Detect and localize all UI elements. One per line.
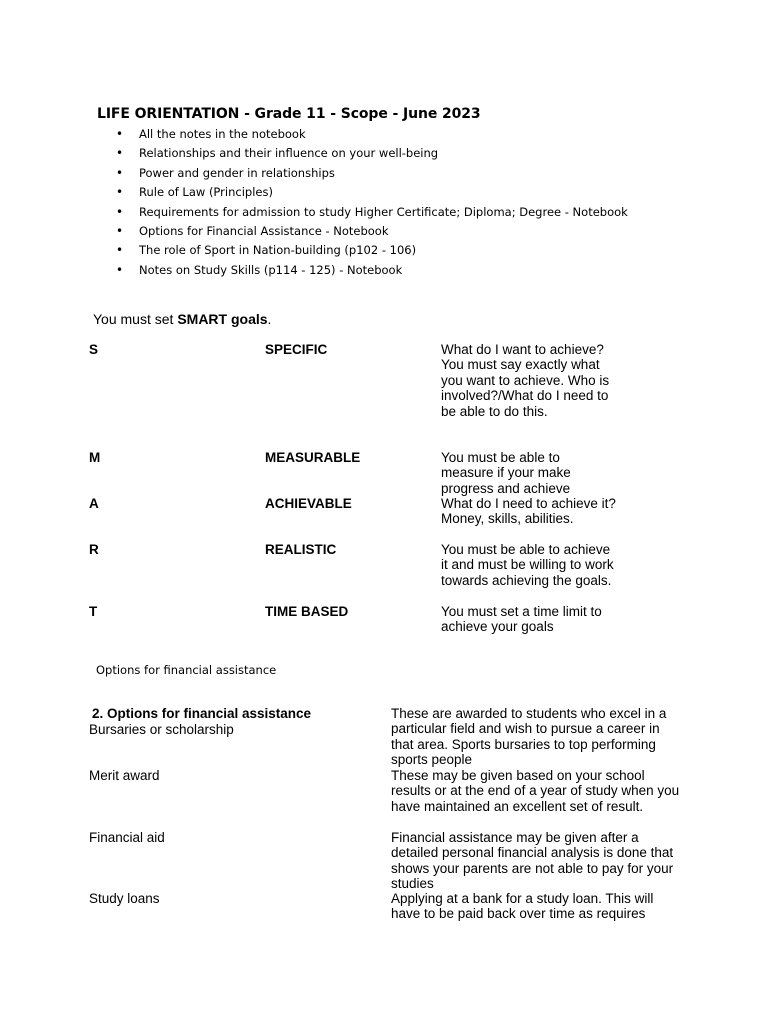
smart-word: MEASURABLE — [265, 450, 361, 465]
financial-option-name: Merit award — [89, 768, 160, 783]
scope-item-text: Options for Financial Assistance - Notebook — [139, 223, 389, 238]
smart-letter: R — [89, 542, 99, 557]
smart-word: ACHIEVABLE — [265, 496, 352, 511]
smart-letter: S — [89, 342, 99, 357]
financial-option-name: Bursaries or scholarship — [89, 722, 234, 737]
scope-item-text: Notes on Study Skills (p114 - 125) - Notebook — [139, 262, 403, 277]
smart-description: What do I want to achieve? You must say exactly what you want to achieve. Who is involved?/What do I need to be able to do this. — [441, 342, 610, 419]
scope-item-text: Rule of Law (Principles) — [139, 185, 273, 200]
financial-option-description: These may be given based on your school results or at the end of a year of study when you have maintained an excellent set of result. — [391, 768, 680, 814]
financial-heading: 2. Options for financial assistance — [92, 706, 312, 721]
bullet-icon: • — [116, 127, 124, 141]
smart-description: You must be able to achieve it and must be willing to work towards achieving the goals. — [441, 542, 614, 588]
bullet-icon: • — [116, 165, 124, 180]
smart-description: You must be able to measure if your make progress and achieve — [441, 450, 571, 496]
smart-description: You must set a time limit to achieve your goals — [441, 604, 602, 635]
smart-letter: M — [89, 450, 101, 465]
smart-intro — [93, 311, 271, 327]
list-item — [116, 204, 628, 223]
smart-intro-suffix: . — [267, 311, 272, 327]
smart-intro-bold: SMART goals — [177, 311, 268, 327]
bullet-icon: • — [116, 262, 124, 277]
scope-item-text: Power and gender in relationships — [139, 165, 335, 180]
financial-option-description: Financial assistance may be given after a detailed personal financial analysis is done that shows your parents are not able to pay for your studies — [391, 830, 674, 891]
scope-item-text: All the notes in the notebook — [139, 127, 306, 141]
list-item — [116, 126, 628, 145]
bullet-icon: • — [116, 204, 124, 219]
list-item — [116, 242, 628, 261]
list-item — [116, 184, 628, 203]
financial-option-name: Financial aid — [89, 830, 165, 845]
list-item — [116, 223, 628, 242]
smart-word: SPECIFIC — [265, 342, 328, 357]
document-title: LIFE ORIENTATION - Grade 11 - Scope - June 2023 — [97, 106, 481, 122]
financial-option-name: Study loans — [89, 891, 160, 906]
list-item — [116, 165, 628, 184]
scope-item-text: The role of Sport in Nation-building (p102 - 106) — [139, 243, 417, 258]
smart-letter: A — [89, 496, 99, 511]
smart-letter: T — [89, 604, 98, 619]
bullet-icon: • — [116, 243, 124, 258]
scope-item-text: Relationships and their influence on your well-being — [139, 146, 439, 161]
bullet-icon: • — [116, 223, 124, 238]
financial-option-description: These are awarded to students who excel in a particular field and wish to pursue a career in that area. Sports bursaries to top performing sports people — [391, 706, 667, 767]
smart-word: TIME BASED — [265, 604, 349, 619]
smart-description: What do I need to achieve it? Money, skills, abilities. — [441, 496, 616, 527]
financial-caption: Options for financial assistance — [96, 663, 277, 677]
financial-option-description: Applying at a bank for a study loan. This will have to be paid back over time as requires — [391, 891, 654, 922]
bullet-icon: • — [116, 146, 124, 161]
scope-item-text: Requirements for admission to study Higher Certificate; Diploma; Degree - Notebook — [139, 204, 628, 219]
scope-list — [116, 126, 628, 281]
smart-word: REALISTIC — [265, 542, 337, 557]
smart-intro-prefix: You must set — [93, 311, 178, 327]
list-item — [116, 262, 628, 281]
bullet-icon: • — [116, 185, 124, 200]
list-item — [116, 145, 628, 164]
